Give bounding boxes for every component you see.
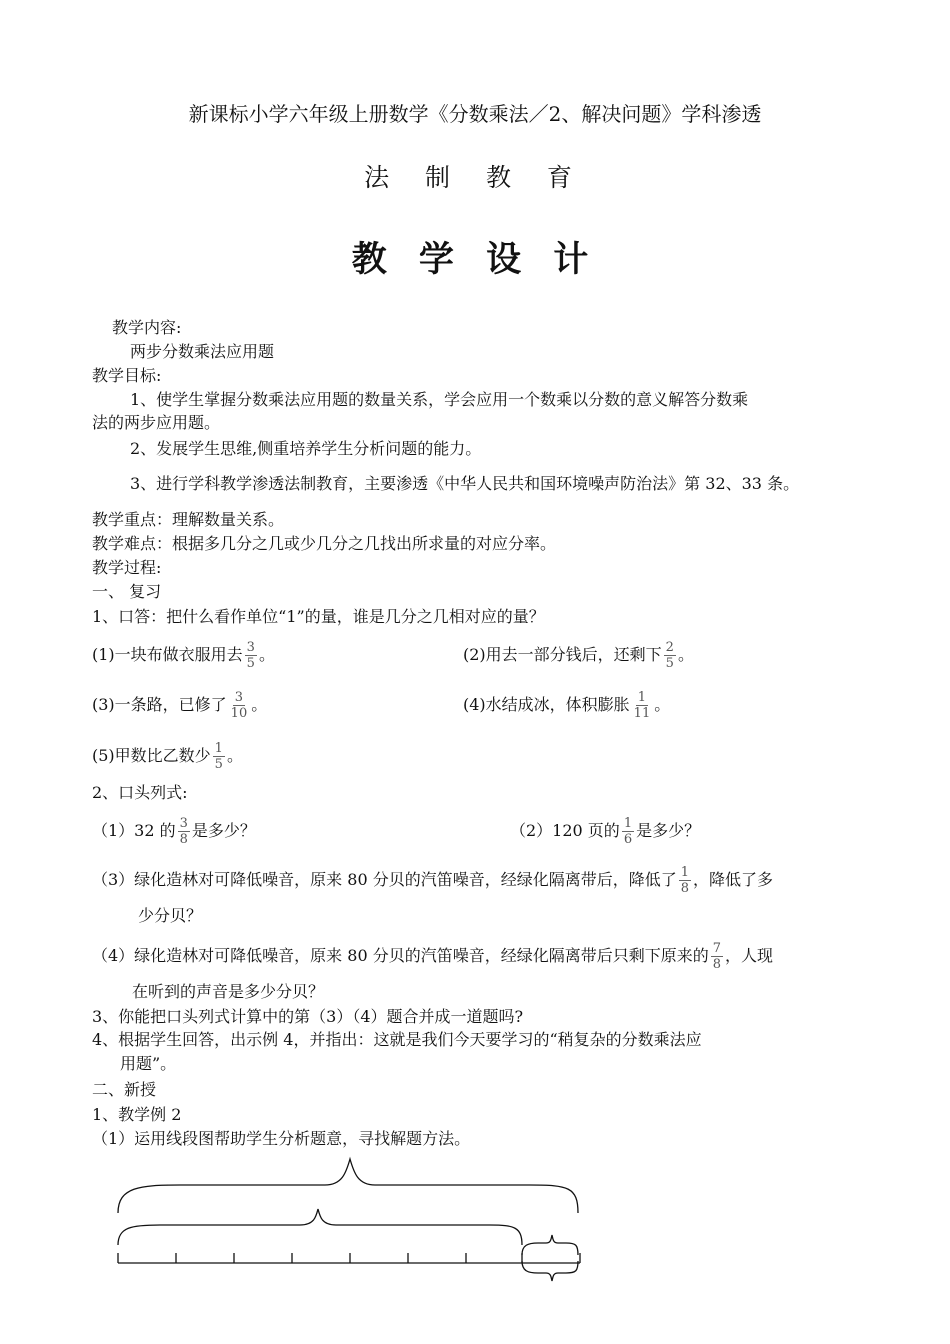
oral-item-4-line2: 在听到的声音是多少分贝？ — [132, 982, 325, 1001]
oral-item-1: （1）32 的 $\frac{3}{8}$ 是多少？ — [92, 816, 256, 847]
oral-item-3-line2: 少分贝？ — [138, 906, 203, 925]
review-item-2: (2)用去一部分钱后，还剩下 $\frac{2}{5}$ 。 — [463, 640, 694, 671]
document-title-line2: 法 制 教 育 — [364, 163, 586, 192]
fraction: $\frac{3}{8}$ — [179, 816, 188, 847]
line-segment-diagram — [110, 1155, 590, 1285]
review-question-2: 2、口头列式: — [92, 783, 188, 802]
fraction: $\frac{1}{6}$ — [623, 816, 633, 847]
brace-part — [118, 1209, 522, 1245]
fraction: $\frac{3}{10}$ — [230, 690, 248, 721]
content-text: 两步分数乘法应用题 — [130, 342, 275, 361]
objectives-label: 教学目标: — [92, 366, 162, 385]
fraction: $\frac{1}{5}$ — [214, 741, 223, 772]
objective-1-line2: 法的两步应用题。 — [92, 413, 221, 432]
review-question-4-line2: 用题”。 — [120, 1054, 177, 1073]
review-item-1: (1)一块布做衣服用去 $\frac{3}{5}$ 。 — [92, 640, 275, 671]
fraction: $\frac{2}{5}$ — [665, 640, 674, 671]
oral-item-2: （2）120 页的 $\frac{1}{6}$ 是多少？ — [510, 816, 701, 847]
review-item-3: (3)一条路，已修了 $\frac{3}{10}$ 。 — [92, 690, 268, 721]
objective-3: 3、进行学科教学渗透法制教育，主要渗透《中华人民共和国环境噪声防治法》第 32、33 条。 — [130, 474, 800, 493]
brace-small-bottom — [522, 1261, 578, 1281]
example-step-1: （1）运用线段图帮助学生分析题意，寻找解题方法。 — [92, 1129, 471, 1148]
document-title-line3: 教 学 设 计 — [351, 239, 599, 280]
review-item-5: (5)甲数比乙数少 $\frac{1}{5}$ 。 — [92, 741, 243, 772]
review-question-1: 1、口答：把什么看作单位“1”的量，谁是几分之几相对应的量？ — [92, 607, 545, 626]
fraction: $\frac{7}{8}$ — [712, 941, 721, 972]
review-item-4: (4)水结成冰，体积膨胀 $\frac{1}{11}$ 。 — [463, 690, 671, 721]
fraction: $\frac{1}{8}$ — [680, 865, 689, 896]
objective-2: 2、发展学生思维,侧重培养学生分析问题的能力。 — [130, 439, 482, 458]
review-question-3: 3、你能把口头列式计算中的第（3）（4）题合并成一道题吗? — [92, 1007, 524, 1026]
brace-total — [118, 1159, 578, 1213]
example-heading: 1、教学例 2 — [92, 1105, 182, 1124]
process-label: 教学过程: — [92, 558, 162, 577]
oral-item-4-line1: （4）绿化造林对可降低噪音，原来 80 分贝的汽笛噪音，经绿化隔离带后只剩下原来的 $\frac{7}{8}$ ，人现 — [92, 941, 774, 972]
brace-small-top — [522, 1235, 578, 1255]
fraction: $\frac{3}{5}$ — [246, 640, 255, 671]
difficulty: 教学难点：根据多几分之几或少几分之几找出所求量的对应分率。 — [92, 534, 557, 553]
document-title-line1: 新课标小学六年级上册数学《分数乘法／2、解决问题》学科渗透 — [188, 102, 762, 126]
review-question-4-line1: 4、根据学生回答，出示例 4，并指出：这就是我们今天要学习的“稍复杂的分数乘法应 — [92, 1030, 702, 1049]
oral-item-3-line1: （3）绿化造林对可降低噪音，原来 80 分贝的汽笛噪音，经绿化隔离带后，降低了 $\frac{1}{8}$ ，降低了多 — [92, 865, 774, 896]
fraction: $\frac{1}{11}$ — [633, 690, 651, 721]
review-heading: 一、 复习 — [92, 582, 162, 601]
key-point: 教学重点：理解数量关系。 — [92, 510, 285, 529]
new-lesson-heading: 二、新授 — [92, 1080, 157, 1099]
content-label: 教学内容: — [112, 318, 182, 337]
objective-1-line1: 1、使学生掌握分数乘法应用题的数量关系，学会应用一个数乘以分数的意义解答分数乘 — [130, 390, 749, 409]
